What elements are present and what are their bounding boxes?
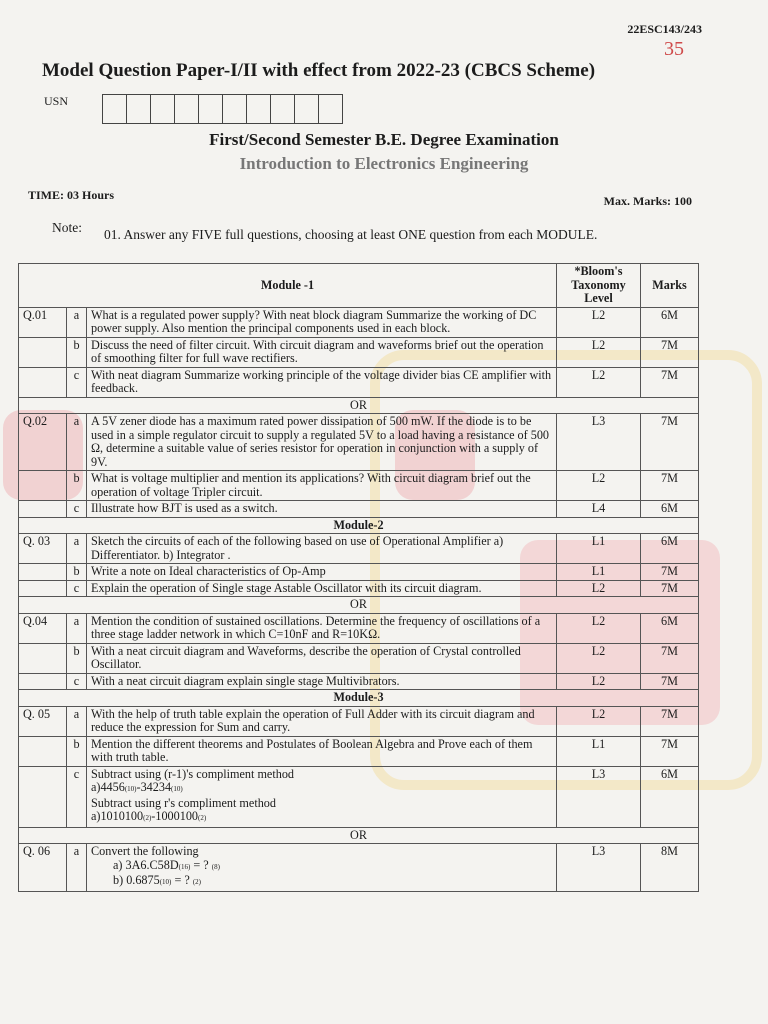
table-row (19, 736, 699, 766)
blooms-level: L2 (557, 673, 641, 690)
table-row (19, 643, 699, 673)
usn-box[interactable] (222, 94, 247, 124)
q5c-line-1: Subtract using (r-1)'s compliment method (91, 766, 295, 781)
question-text: Mention the condition of sustained oscillations. Determine the frequency of oscillations of a three stage ladder network in which C=10nF and R=10KΩ. (87, 613, 557, 643)
section-separator: OR (19, 397, 699, 414)
question-number: Q. 06 (19, 844, 67, 892)
question-text: What is voltage multiplier and mention its applications? With circuit diagram brief out the operation of voltage Tripler circuit. (87, 471, 557, 501)
question-part: a (67, 414, 87, 471)
section-separator-row (19, 597, 699, 614)
question-part: c (67, 673, 87, 690)
marks-header: Marks (641, 264, 699, 308)
section-separator: OR (19, 827, 699, 844)
usn-box[interactable] (246, 94, 271, 124)
q5c-operand-3: a)1010100 (91, 809, 144, 823)
section-separator: OR (19, 597, 699, 614)
question-part: c (67, 766, 87, 827)
table-row (19, 471, 699, 501)
question-number (19, 580, 67, 597)
subject-heading: Introduction to Electronics Engineering (239, 154, 529, 173)
blooms-level: L2 (557, 580, 641, 597)
question-part: b (67, 564, 87, 581)
q5c-base-4: (2) (198, 814, 207, 822)
q5c-base-3: (2) (143, 814, 152, 822)
table-row (19, 337, 699, 367)
question-text: Explain the operation of Single stage Astable Oscillator with its circuit diagram. (87, 580, 557, 597)
blooms-level: L2 (557, 613, 641, 643)
table-row (19, 766, 699, 827)
question-text: A 5V zener diode has a maximum rated power dissipation of 500 mW. If the diode is to be used in a simple regulator circuit to supply a regulated 5V to a load having a resistance of 500 Ω, determine a suitable value of series resistor for operation in conjunction with a supply of 9V. (87, 414, 557, 471)
marks: 7M (641, 367, 699, 397)
blooms-level: L1 (557, 736, 641, 766)
question-part: b (67, 471, 87, 501)
question-number (19, 736, 67, 766)
table-row (19, 844, 699, 892)
section-separator-row (19, 397, 699, 414)
marks: 7M (641, 736, 699, 766)
usn-label: USN (44, 94, 69, 108)
q5c-operand-1: a)4456 (91, 780, 125, 794)
blooms-level: L2 (557, 337, 641, 367)
note-text: 01. Answer any FIVE full questions, choosing at least ONE question from each MODULE. (104, 227, 598, 242)
question-number (19, 501, 67, 518)
paper-code: 22ESC143/243 (627, 22, 702, 36)
marks: 7M (641, 414, 699, 471)
blooms-level: L2 (557, 367, 641, 397)
blooms-header: *Bloom's Taxonomy Level (557, 264, 641, 308)
question-part: b (67, 736, 87, 766)
usn-box[interactable] (294, 94, 319, 124)
question-part: b (67, 643, 87, 673)
blooms-level: L2 (557, 471, 641, 501)
semester-heading: First/Second Semester B.E. Degree Examination (209, 130, 559, 149)
question-text: Write a note on Ideal characteristics of Op-Amp (87, 564, 557, 581)
question-number: Q.04 (19, 613, 67, 643)
question-part: a (67, 307, 87, 337)
table-row (19, 580, 699, 597)
q5c-base-2: (10) (171, 785, 183, 793)
note-label: Note: (52, 220, 82, 235)
exam-time: TIME: 03 Hours (28, 188, 115, 202)
usn-box[interactable] (270, 94, 295, 124)
q5c-base-1: (10) (124, 785, 137, 793)
marks: 6M (641, 534, 699, 564)
q6a-b-base: (10) (159, 878, 172, 886)
marks: 7M (641, 471, 699, 501)
section-separator-row (19, 827, 699, 844)
q6a-a-base: (16) (178, 862, 191, 871)
q6a-a-value: a) 3A6.C58D (113, 857, 179, 872)
blooms-level: L3 (557, 414, 641, 471)
question-number: Q.02 (19, 414, 67, 471)
question-text (87, 766, 557, 827)
table-row (19, 367, 699, 397)
usn-box[interactable] (150, 94, 175, 124)
question-text: Mention the different theorems and Postulates of Boolean Algebra and Prove each of them with truth table. (87, 736, 557, 766)
section-separator-row (19, 517, 699, 534)
max-marks: Max. Marks: 100 (603, 194, 692, 208)
blooms-level: L2 (557, 706, 641, 736)
table-row (19, 613, 699, 643)
table-row (19, 414, 699, 471)
question-number (19, 766, 67, 827)
marks: 8M (641, 844, 699, 892)
marks: 6M (641, 307, 699, 337)
blooms-level: L1 (557, 564, 641, 581)
q6a-a-eq: = ? (190, 857, 212, 872)
question-part: a (67, 613, 87, 643)
question-text: With a neat circuit diagram explain single stage Multivibrators. (87, 673, 557, 690)
question-number: Q.01 (19, 307, 67, 337)
section-separator: Module-3 (19, 690, 699, 707)
q6a-line-1: Convert the following (91, 844, 199, 858)
marks: 7M (641, 673, 699, 690)
question-text: With the help of truth table explain the operation of Full Adder with its circuit diagram and reduce the expression for Sum and carry. (87, 706, 557, 736)
usn-box[interactable] (102, 94, 127, 124)
question-text: Illustrate how BJT is used as a switch. (87, 501, 557, 518)
table-row (19, 564, 699, 581)
module-1-heading: Module -1 (19, 264, 557, 308)
section-separator-row (19, 690, 699, 707)
marks: 7M (641, 337, 699, 367)
usn-box[interactable] (174, 94, 199, 124)
usn-box[interactable] (126, 94, 151, 124)
question-text: With neat diagram Summarize working principle of the voltage divider bias CE amplifier with feedback. (87, 367, 557, 397)
marks: 7M (641, 643, 699, 673)
usn-boxes (103, 94, 343, 124)
marks: 7M (641, 706, 699, 736)
question-part: a (67, 844, 87, 892)
question-text: Sketch the circuits of each of the following based on use of Operational Amplifier a) Differentiator. b) Integrator . (87, 534, 557, 564)
marks: 6M (641, 766, 699, 827)
question-number (19, 471, 67, 501)
q5c-operand-4: -1000100 (151, 809, 199, 823)
marks: 6M (641, 613, 699, 643)
marks: 7M (641, 564, 699, 581)
q5c-operand-2: -34234 (136, 780, 172, 794)
table-row (19, 534, 699, 564)
question-number: Q. 05 (19, 706, 67, 736)
blooms-level: L4 (557, 501, 641, 518)
question-text (87, 844, 557, 892)
question-number (19, 337, 67, 367)
q5c-line-3: Subtract using r's compliment method (91, 795, 276, 810)
usn-box[interactable] (318, 94, 343, 124)
question-number (19, 367, 67, 397)
marks: 7M (641, 580, 699, 597)
blooms-level: L2 (557, 307, 641, 337)
table-header-row (19, 264, 699, 308)
blooms-level: L1 (557, 534, 641, 564)
question-number (19, 564, 67, 581)
q6a-b-target: (2) (192, 878, 201, 886)
blooms-level: L2 (557, 643, 641, 673)
table-row (19, 501, 699, 518)
blooms-level: L3 (557, 766, 641, 827)
table-row (19, 307, 699, 337)
paper-title: Model Question Paper-I/II with effect from 2022-23 (CBCS Scheme) (42, 60, 596, 81)
question-part: c (67, 580, 87, 597)
table-row (19, 673, 699, 690)
question-text: What is a regulated power supply? With neat block diagram Summarize the working of DC power supply. Also mention the principal components used in each block. (87, 307, 557, 337)
q6a-a-target: (8) (211, 862, 220, 871)
table-row (19, 706, 699, 736)
usn-box[interactable] (198, 94, 223, 124)
marks: 6M (641, 501, 699, 518)
question-number (19, 643, 67, 673)
question-text: With a neat circuit diagram and Waveforms, describe the operation of Crystal controlled Oscillator. (87, 643, 557, 673)
section-separator: Module-2 (19, 517, 699, 534)
blooms-level: L3 (557, 844, 641, 892)
question-part: b (67, 337, 87, 367)
q6a-b-value: b) 0.6875 (113, 873, 160, 887)
question-part: c (67, 367, 87, 397)
question-part: a (67, 534, 87, 564)
question-number: Q. 03 (19, 534, 67, 564)
question-part: a (67, 706, 87, 736)
question-part: c (67, 501, 87, 518)
question-text: Discuss the need of filter circuit. With circuit diagram and waveforms brief out the operation of smoothing filter for full wave rectifiers. (87, 337, 557, 367)
q6a-b-eq: = ? (171, 873, 193, 887)
question-table (18, 263, 699, 892)
page-number: 35 (664, 38, 684, 60)
question-number (19, 673, 67, 690)
